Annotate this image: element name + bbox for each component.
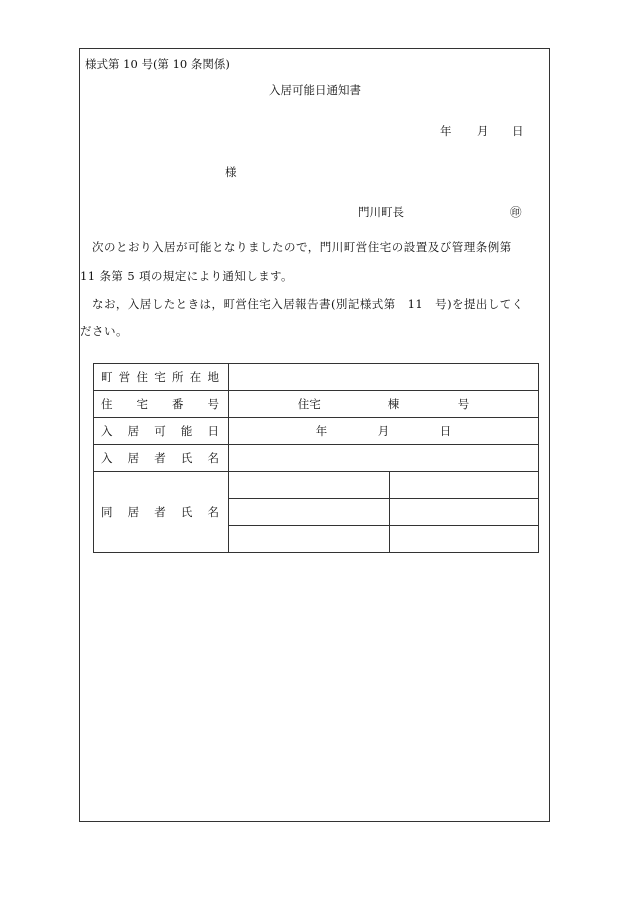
notice-date — [440, 124, 524, 138]
housing-info-table — [93, 363, 539, 553]
number-label: 号 — [457, 397, 470, 411]
move-in-date-value[interactable] — [229, 418, 539, 445]
building-label: 棟 — [387, 397, 400, 411]
table-row — [94, 445, 539, 472]
date-month: 月 — [477, 124, 489, 138]
resident-name-label: 入居者氏名 — [94, 445, 229, 472]
date-year: 年 — [440, 124, 452, 138]
move-in-month: 月 — [377, 424, 390, 438]
address-label: 町営住宅所在地 — [94, 364, 229, 391]
resident-name-value[interactable] — [229, 445, 539, 472]
body-paragraph2-line2: ださい。 — [80, 324, 128, 338]
cohabitant-name-label: 同居者氏名 — [94, 472, 229, 553]
table-row — [94, 364, 539, 391]
cohabitant-name-cell[interactable] — [229, 526, 390, 553]
cohabitant-name-cell[interactable] — [229, 499, 390, 526]
table-row — [94, 472, 539, 499]
addressee-suffix: 様 — [225, 165, 237, 179]
body-paragraph2-line1: なお，入居したときは，町営住宅入居報告書(別記様式第 11 号)を提出してく — [92, 297, 524, 311]
form-number: 様式第 10 号(第 10 条関係) — [85, 57, 230, 71]
house-number-value[interactable] — [229, 391, 539, 418]
address-value[interactable] — [229, 364, 539, 391]
move-in-date-label: 入居可能日 — [94, 418, 229, 445]
body-paragraph1-line2: 11 条第 5 項の規定により通知します。 — [80, 269, 293, 283]
cohabitant-detail-cell[interactable] — [390, 526, 539, 553]
move-in-year: 年 — [315, 424, 328, 438]
house-label: 住宅 — [297, 397, 321, 411]
date-day: 日 — [512, 124, 524, 138]
issuer-name: 門川町長 — [358, 205, 404, 219]
cohabitant-detail-cell[interactable] — [390, 499, 539, 526]
house-number-label: 住宅番号 — [94, 391, 229, 418]
document-title: 入居可能日通知書 — [269, 83, 361, 97]
move-in-day: 日 — [439, 424, 452, 438]
seal-mark: ㊞ — [510, 205, 522, 219]
table-row — [94, 418, 539, 445]
cohabitant-name-cell[interactable] — [229, 472, 390, 499]
body-paragraph1-line1: 次のとおり入居が可能となりましたので，門川町営住宅の設置及び管理条例第 — [92, 240, 512, 254]
table-row — [94, 391, 539, 418]
cohabitant-detail-cell[interactable] — [390, 472, 539, 499]
